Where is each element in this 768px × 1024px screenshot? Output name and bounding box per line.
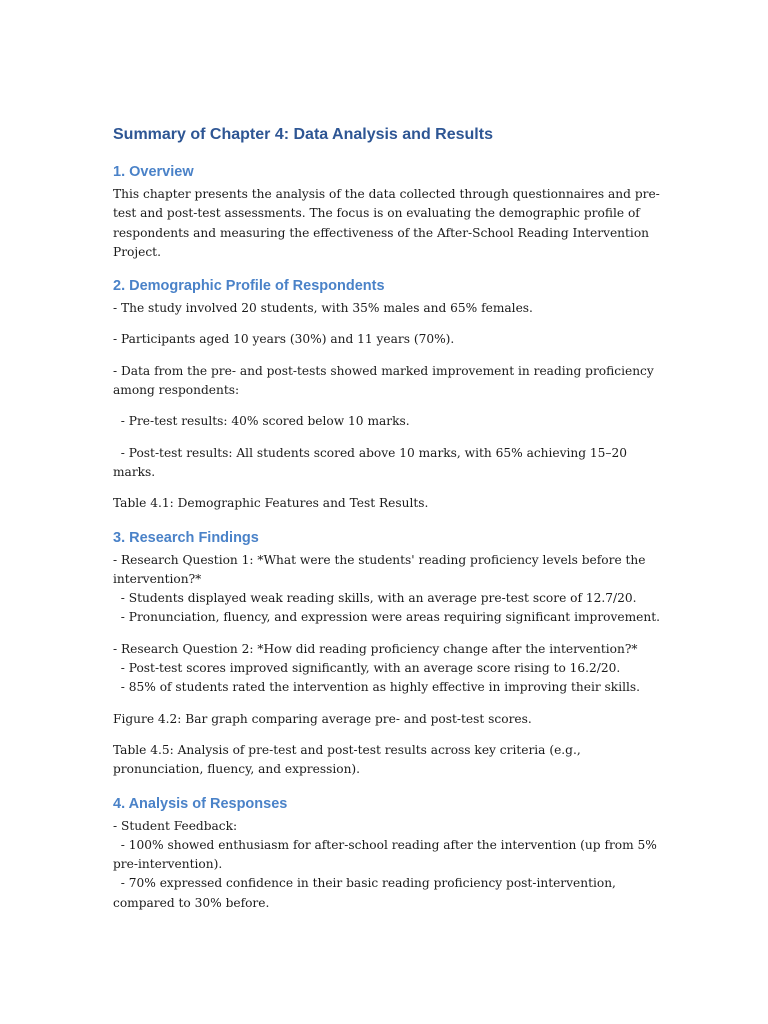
paragraph: - The study involved 20 students, with 35% males and 65% females.: [113, 301, 533, 316]
table-caption: Table 4.1: Demographic Features and Test Results.: [113, 496, 429, 511]
paragraph: - Data from the pre- and post-tests showed marked improvement in reading proficiency among respondents:: [113, 363, 658, 398]
table-caption: Table 4.5: Analysis of pre-test and post-test results across key criteria (e.g., pronunciation, fluency, and expression).: [113, 742, 585, 777]
section-heading: 1. Overview: [113, 164, 194, 180]
paragraph: - Research Question 2: *How did reading proficiency change after the intervention?* - Post-test scores improved significantly, with an average score rising to 16.2/20. - 85% of students rated the intervention as highly effective in improving their skills.: [113, 641, 641, 695]
section-overview: [113, 162, 668, 262]
paragraph: - Research Question 1: *What were the students' reading proficiency levels before the intervention?* - Students displayed weak reading skills, with an average pre-test score of 12.7/20. - Pronunciation, fluency, and expression were areas requiring significant improvement.: [113, 552, 660, 625]
section-demographic-profile: [113, 276, 668, 513]
paragraph: - Student Feedback: - 100% showed enthusiasm for after-school reading after the intervention (up from 5% pre-intervention). - 70% expressed confidence in their basic reading proficiency post-intervention, compared to 30% before.: [113, 818, 657, 910]
figure-caption: Figure 4.2: Bar graph comparing average pre- and post-test scores.: [113, 711, 532, 726]
section-research-findings: [113, 528, 668, 780]
section-analysis-of-responses: [113, 794, 668, 913]
paragraph: - Participants aged 10 years (30%) and 11 years (70%).: [113, 332, 455, 347]
paragraph: - Post-test results: All students scored above 10 marks, with 65% achieving 15–20 marks.: [113, 445, 631, 479]
paragraph: This chapter presents the analysis of the data collected through questionnaires and pre-test and post-test assessments. The focus is on evaluating the demographic profile of respondents and measuring the effectiveness of the After-School Reading Intervention Project.: [113, 187, 660, 259]
paragraph: - Pre-test results: 40% scored below 10 marks.: [113, 414, 410, 429]
document-title: Summary of Chapter 4: Data Analysis and Results: [113, 126, 493, 143]
section-heading: 3. Research Findings: [113, 529, 259, 546]
section-heading: 2. Demographic Profile of Respondents: [113, 278, 385, 295]
section-heading: 4. Analysis of Responses: [113, 795, 288, 812]
